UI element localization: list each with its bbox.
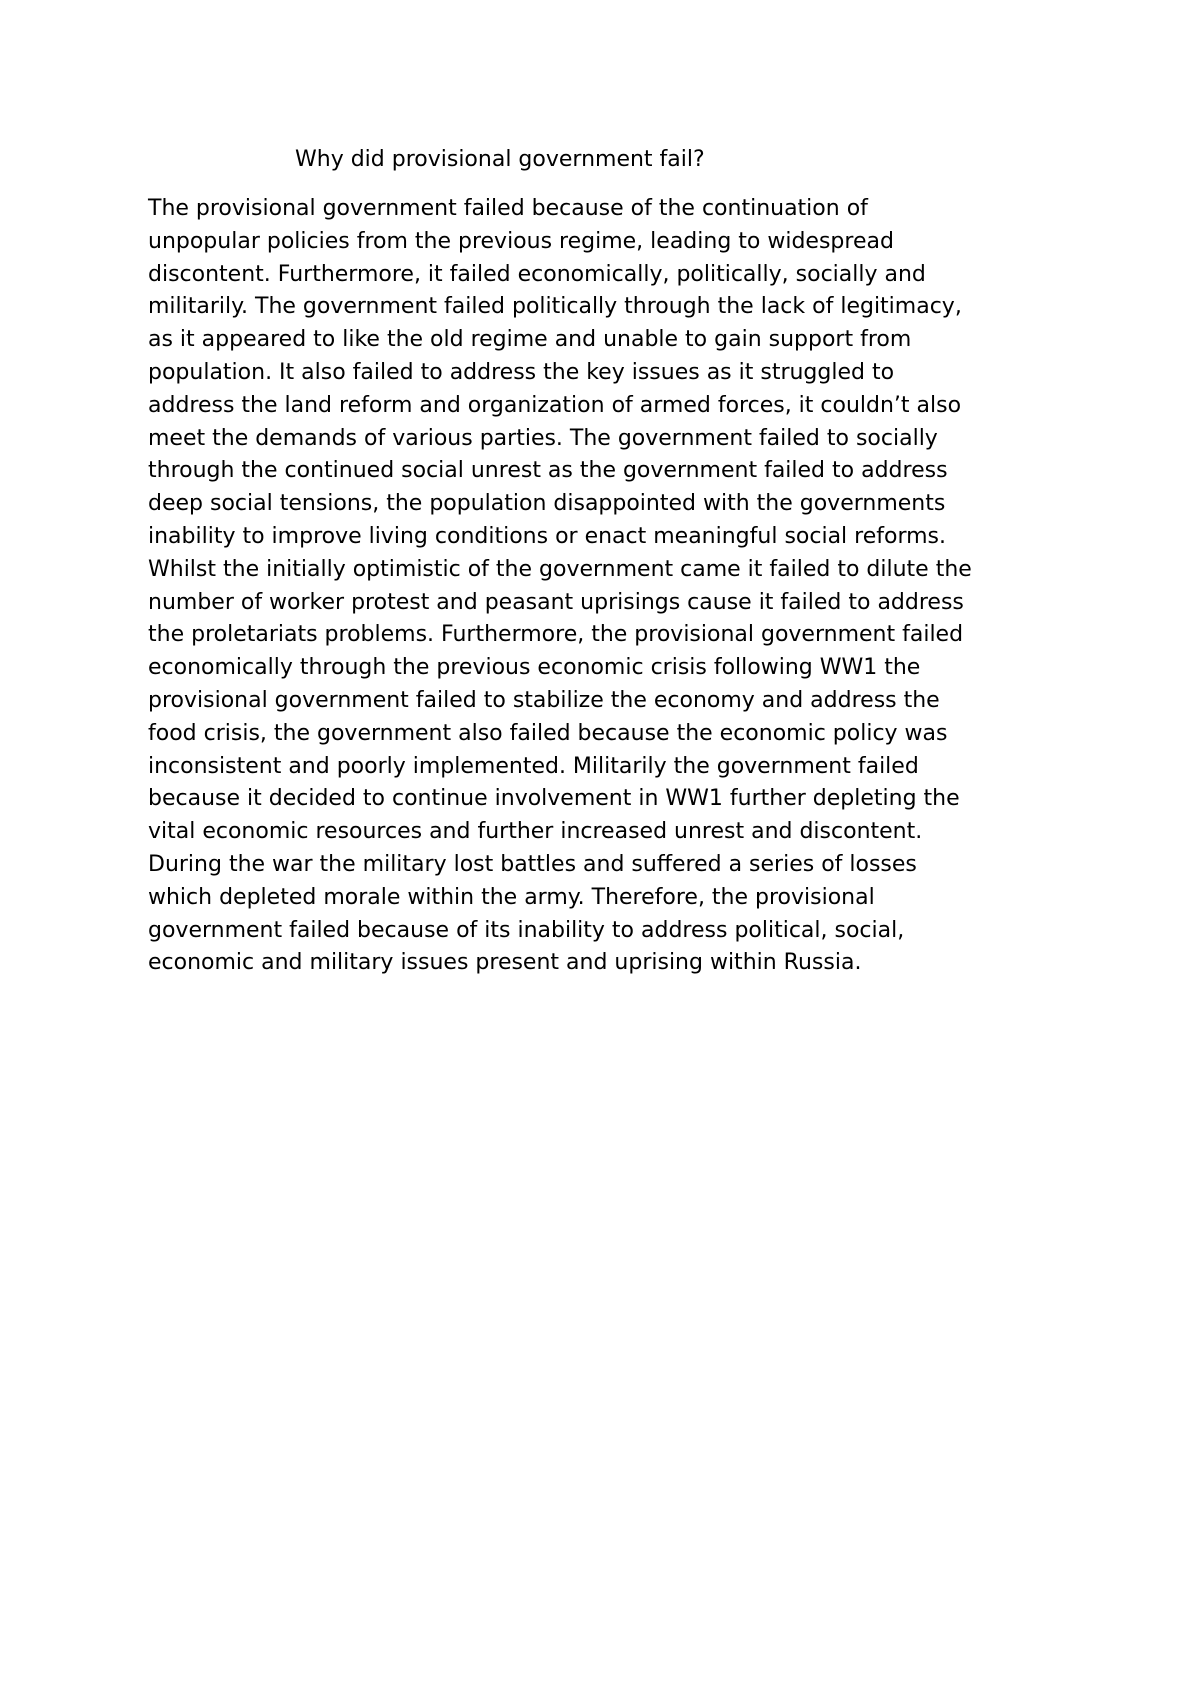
body-line: the proletariats problems. Furthermore, the provisional government failed — [148, 622, 964, 648]
body-line: inability to improve living conditions or enact meaningful social reforms. — [148, 523, 947, 549]
document-title: Why did provisional government fail? — [295, 147, 705, 172]
body-line: address the land reform and organization of armed forces, it couldn’t also — [148, 392, 962, 418]
body-line: economically through the previous economic crisis following WW1 the — [148, 655, 921, 681]
body-line: food crisis, the government also failed because the economic policy was — [148, 720, 948, 746]
body-line: The provisional government failed because of the continuation of — [148, 196, 868, 221]
body-line: Whilst the initially optimistic of the government came it failed to dilute the — [148, 556, 972, 582]
body-line: provisional government failed to stabilize the economy and address the — [148, 687, 940, 713]
body-line: deep social tensions, the population disappointed with the governments — [148, 491, 946, 517]
body-line: During the war the military lost battles and suffered a series of losses — [148, 851, 917, 877]
body-line: which depleted morale within the army. Therefore, the provisional — [148, 884, 875, 910]
body-line: vital economic resources and further increased unrest and discontent. — [148, 819, 923, 845]
body-line: economic and military issues present and uprising within Russia. — [148, 950, 862, 976]
body-line: because it decided to continue involvement in WW1 further depleting the — [148, 786, 960, 812]
body-line: through the continued social unrest as the government failed to address — [148, 458, 948, 484]
body-line: number of worker protest and peasant uprisings cause it failed to address — [148, 589, 964, 615]
body-line: unpopular policies from the previous regime, leading to widespread — [148, 228, 894, 254]
body-line: population. It also failed to address the key issues as it struggled to — [148, 359, 895, 385]
body-line: militarily. The government failed politically through the lack of legitimacy, — [148, 294, 962, 320]
body-line: government failed because of its inability to address political, social, — [148, 917, 905, 943]
document-body — [148, 193, 972, 980]
body-line: as it appeared to like the old regime and unable to gain support from — [148, 327, 912, 353]
body-line: meet the demands of various parties. The government failed to socially — [148, 425, 938, 451]
body-line: inconsistent and poorly implemented. Militarily the government failed — [148, 753, 919, 779]
body-line: discontent. Furthermore, it failed economically, politically, socially and — [148, 261, 926, 287]
